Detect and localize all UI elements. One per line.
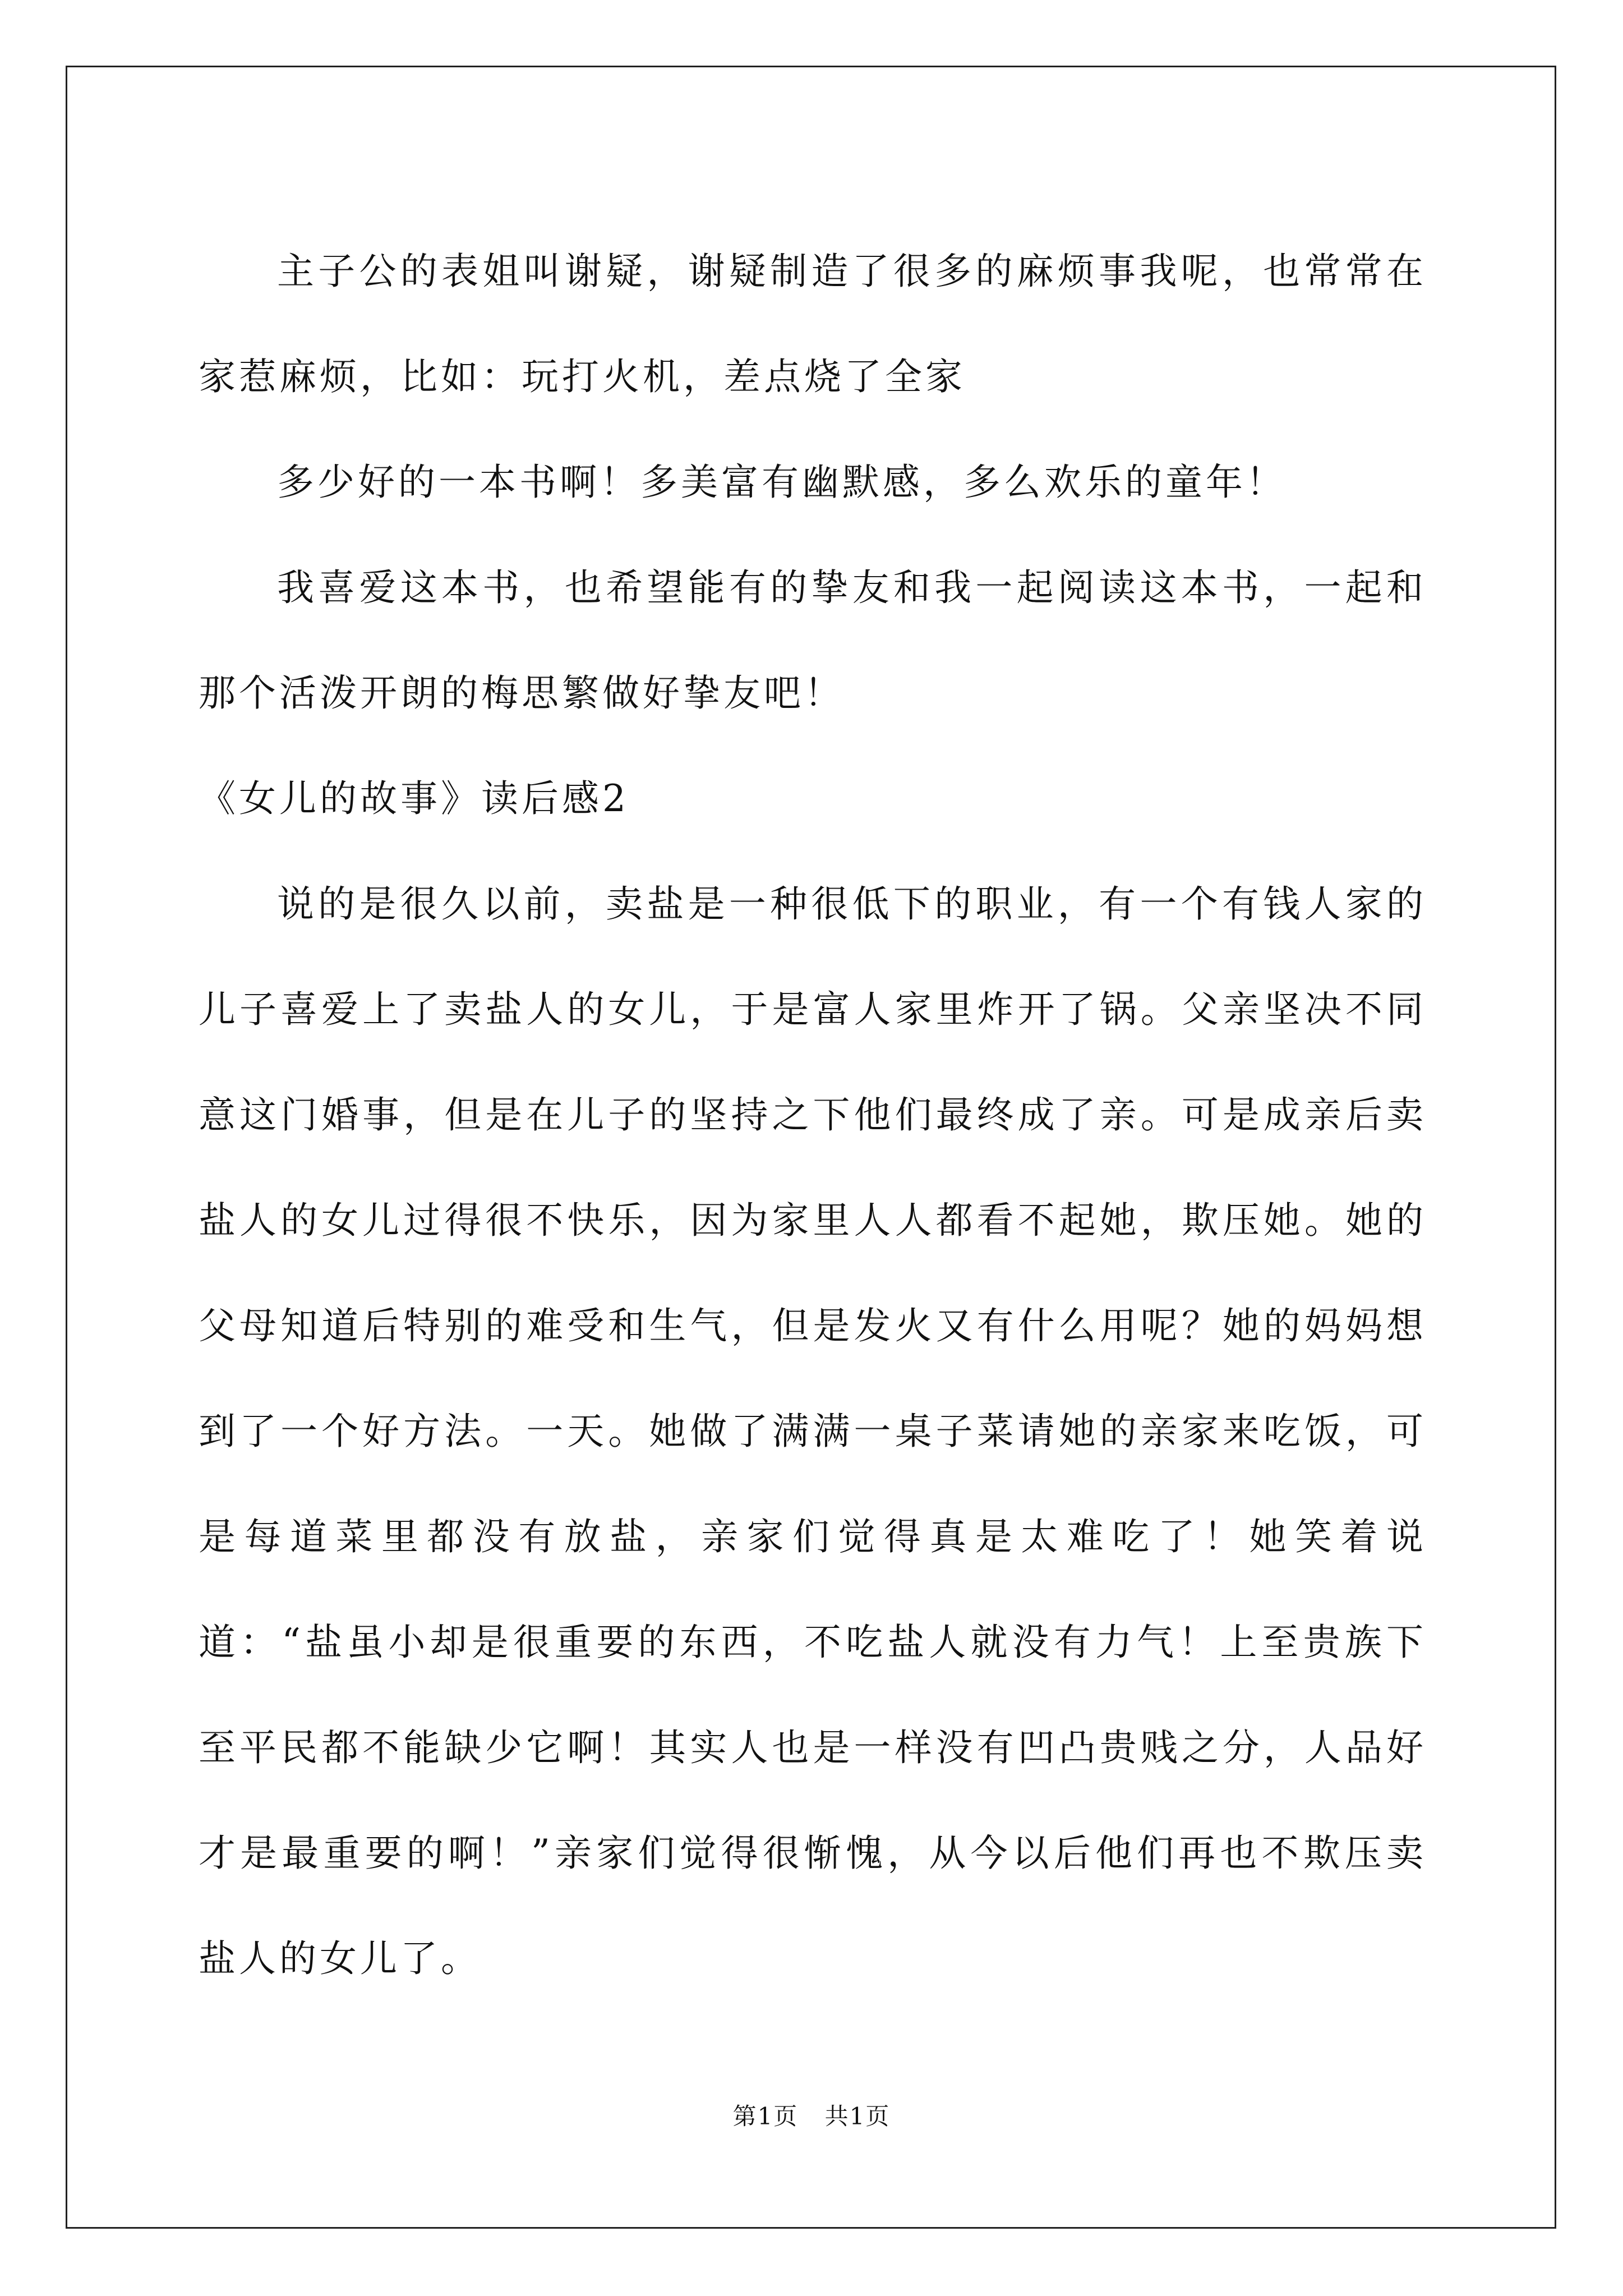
- page-footer: [0, 2098, 1623, 2132]
- paragraph-2: 多少好的一本书啊！多美富有幽默感，多么欢乐的童年！: [277, 461, 1287, 504]
- paragraph-3: 我喜爱这本书，也希望能有的挚友和我一起阅读这本书，一起和那个活泼开朗的梅思繁做好挚友吧！: [199, 566, 1427, 715]
- paragraph-4: 说的是很久以前，卖盐是一种很低下的职业，有一个有钱人家的儿子喜爱上了卖盐人的女儿，于是富人家里炸开了锅。父亲坚决不同意这门婚事，但是在儿子的坚持之下他们最终成了亲。可是成亲后卖盐人的女儿过得很不快乐，因为家里人人都看不起她，欺压她。她的父母知道后特别的难受和生气，但是发火又有什么用呢？她的妈妈想到了一个好方法。一天。她做了满满一桌子菜请她的亲家来吃饭，可是每道菜里都没有放盐，亲家们觉得真是太难吃了！她笑着说道：“盐虽小却是很重要的东西，不吃盐人就没有力气！上至贵族下至平民都不能缺少它啊！其实人也是一样没有凹凸贵贱之分，人品好才是最重要的啊！”亲家们觉得很惭愧，从今以后他们再也不欺压卖盐人的女儿了。: [199, 882, 1427, 1980]
- document-body: [199, 219, 1427, 2012]
- page-total: 共1页: [824, 2102, 891, 2130]
- paragraph-1: 主子公的表姐叫谢疑，谢疑制造了很多的麻烦事我呢，也常常在家惹麻烦，比如：玩打火机，差点烧了全家: [199, 250, 1427, 398]
- page-number: 第1页: [732, 2102, 799, 2130]
- section-title: 《女儿的故事》读后感2: [199, 777, 629, 820]
